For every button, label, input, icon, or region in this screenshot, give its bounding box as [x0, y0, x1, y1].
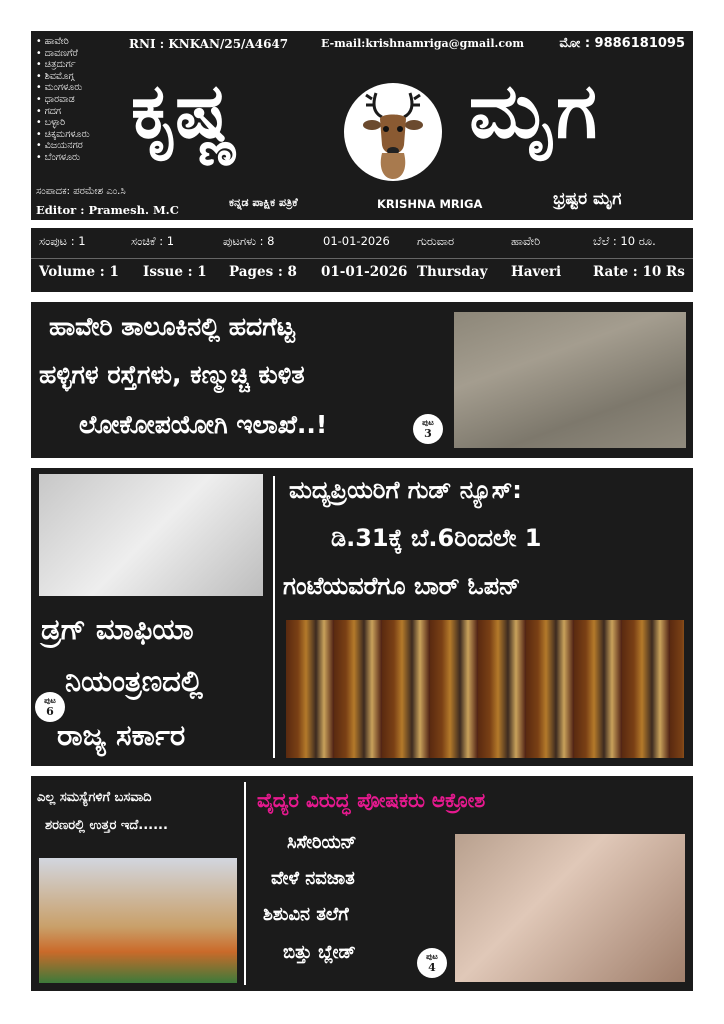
editor-name-kannada: ಸಂಪಾದಕ: ಪರಮೇಶ ಎಂ.ಸಿ — [36, 186, 126, 197]
district-item: • ಹಾವೇರಿ — [36, 36, 90, 48]
volume-english: Volume : 1 — [39, 264, 119, 280]
issue-kannada: ಸಂಚಿಕೆ : 1 — [131, 234, 175, 248]
subtitle-kannada: ಕನ್ನಡ ಪಾಕ್ಷಿಕ ಪತ್ರಿಕೆ — [229, 196, 298, 209]
story-drugs-line-3: ರಾಜ್ಯ ಸರ್ಕಾರ — [57, 718, 186, 752]
district-item: • ಗದಗ — [36, 106, 90, 118]
district-item: • ಧಾರವಾಡ — [36, 94, 90, 106]
story-roads-line-3: ಲೋಕೋಪಯೋಗಿ ಇಲಾಖೆ..! — [79, 410, 328, 439]
deer-icon — [344, 83, 442, 181]
subtitle-english: KRISHNA MRIGA — [377, 197, 483, 211]
page-ref-number: 3 — [424, 427, 432, 440]
district-item: • ಮಂಗಳೂರು — [36, 82, 90, 94]
story-doctors-line-4: ಬಿತ್ತು ಬ್ಲೇಡ್ — [283, 942, 356, 963]
district-item: • ದಾವಣಗೆರೆ — [36, 48, 90, 60]
story-bars-line-1: ಮದ್ಯಪ್ರಿಯರಿಗೆ ಗುಡ್ ನ್ಯೂಸ್: — [289, 476, 522, 504]
story-roads-line-2: ಹಳ್ಳಿಗಳ ರಸ್ತೆಗಳು, ಕಣ್ಮುಚ್ಚಿ ಕುಳಿತ — [39, 360, 305, 389]
issue-english: Issue : 1 — [143, 264, 207, 280]
story-drugs-line-2: ನಿಯಂತ್ರಣದಲ್ಲಿ — [65, 664, 203, 698]
story-bars-line-3: ಗಂಟೆಯವರೆಗೂ ಬಾರ್ ಓಪನ್ — [283, 572, 521, 600]
story-roads — [31, 302, 693, 458]
district-list — [36, 36, 90, 164]
info-divider — [31, 258, 693, 259]
rate-kannada: ಬೆಲೆ : 10 ರೂ. — [593, 234, 656, 248]
event-stage-photo — [39, 858, 237, 983]
tagline: ಭ್ರಷ್ಟರ ಮೃಗ — [553, 189, 622, 209]
volume-kannada: ಸಂಪುಟ : 1 — [39, 234, 86, 248]
district-item: • ಚಿತ್ರದುರ್ಗ — [36, 59, 90, 71]
story-sharana-line-2: ಶರಣರಲ್ಲಿ ಉತ್ತರ ಇದೆ...... — [45, 818, 168, 833]
liquor-shelf-photo — [286, 620, 684, 758]
story-doctors-line-1: ಸಿಸೇರಿಯನ್ — [287, 832, 357, 853]
story-drugs-line-1: ಡ್ರಗ್ ಮಾಫಿಯಾ — [41, 612, 194, 646]
issue-info-bar — [31, 228, 693, 292]
column-divider — [244, 782, 246, 985]
page-ref-badge[interactable] — [417, 948, 447, 978]
district-item: • ಬೆಂಗಳೂರು — [36, 152, 90, 164]
masthead-block — [31, 31, 693, 220]
district-item: • ಶಿವಮೊಗ್ಗ — [36, 71, 90, 83]
editor-name-english: Editor : Pramesh. M.C — [36, 203, 179, 217]
road-photo — [454, 312, 686, 448]
date-english: 01-01-2026 — [321, 264, 408, 280]
newborn-injury-photo — [455, 834, 685, 982]
story-sharana-line-1: ಎಲ್ಲ ಸಮಸ್ಯೆಗಳಿಗೆ ಬಸವಾದಿ — [37, 790, 152, 805]
page-ref-number: 6 — [46, 705, 54, 718]
place-english: Haveri — [511, 264, 562, 280]
rate-english: Rate : 10 Rs — [593, 264, 685, 280]
page-ref-label: ಪುಟ — [422, 418, 434, 427]
story-doctors-line-2: ವೇಳೆ ನವಜಾತ — [271, 868, 355, 889]
page-ref-badge[interactable] — [413, 414, 443, 444]
page-ref-badge[interactable] — [35, 692, 65, 722]
district-item: • ವಿಜಯನಗರ — [36, 140, 90, 152]
day-english: Thursday — [417, 264, 488, 280]
story-roads-line-1: ಹಾವೇರಿ ತಾಲೂಕಿನಲ್ಲಿ ಹದಗೆಟ್ಟ — [49, 312, 295, 341]
page-ref-label: ಪುಟ — [44, 696, 56, 705]
page-ref-number: 4 — [428, 961, 436, 974]
place-kannada: ಹಾವೇರಿ — [511, 234, 541, 248]
date-kannada: 01-01-2026 — [323, 234, 390, 248]
masthead-title-left: ಕೃಷ್ಣ — [131, 66, 239, 155]
page-ref-label: ಪುಟ — [426, 952, 438, 961]
drug-pills-photo — [39, 474, 263, 596]
story-bars-line-2: ಡಿ.31ಕ್ಕೆ ಬೆ.6ರಿಂದಲೇ 1 — [331, 524, 542, 552]
story-sharana-doctors — [31, 776, 693, 991]
day-kannada: ಗುರುವಾರ — [417, 234, 455, 248]
deer-logo — [344, 83, 442, 181]
pages-english: Pages : 8 — [229, 264, 297, 280]
story-doctors-line-3: ಶಿಶುವಿನ ತಲೆಗೆ — [263, 904, 349, 925]
story-doctors-headline: ವೈದ್ಯರ ವಿರುದ್ಧ ಪೋಷಕರು ಆಕ್ರೋಶ — [257, 788, 486, 812]
column-divider — [273, 476, 275, 758]
phone-number[interactable]: ಮೋ : 9886181095 — [559, 36, 685, 51]
email-address[interactable]: E-mail:krishnamriga@gmail.com — [321, 37, 525, 50]
story-bars-drugs — [31, 468, 693, 766]
masthead-title-right: ಮೃಗ — [469, 66, 599, 155]
district-item: • ಬಳ್ಳಾರಿ — [36, 117, 90, 129]
rni-number: RNI : KNKAN/25/A4647 — [129, 37, 289, 51]
pages-kannada: ಪುಟಗಳು : 8 — [223, 234, 275, 248]
district-item: • ಚಿಕ್ಕಮಗಳೂರು — [36, 129, 90, 141]
